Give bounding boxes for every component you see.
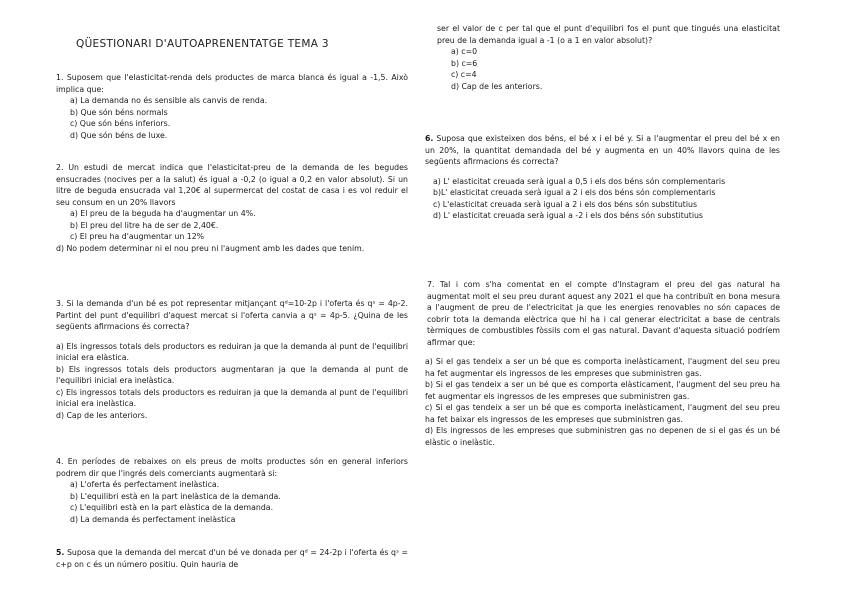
- question-4: [56, 456, 408, 525]
- question-1-option-b: b) Que són béns normals: [70, 107, 168, 117]
- question-2: [56, 162, 408, 254]
- question-7-option-c: c) Si el gas tendeix a ser un bé que es comporta inelàsticament, l'augment del seu preu ha fet baixar els ingressos de les empreses que subministren gas.: [425, 403, 780, 424]
- question-7-option-b: b) Si el gas tendeix a ser un bé que es comporta elàsticament, l'augment del seu preu ha fet augmentar els ingressos de les empreses que subministren gas.: [425, 380, 780, 401]
- question-1-option-a: a) La demanda no és sensible als canvis de renda.: [70, 96, 268, 105]
- question-5-option-c: c) c=4: [451, 70, 477, 79]
- question-2-option-a: a) El preu de la beguda ha d'augmentar un 4%.: [70, 209, 256, 218]
- question-6: [425, 133, 780, 222]
- question-3-stem: 3. Si la demanda d'un bé es pot representar mitjançant qᵈ=10-2p i l'oferta és qˢ = 4p-2. Partint del punt d'equilibri d'aquest mercat si l'oferta canvia a qˢ = 4p-5. ¿Quina de les següents afirmacions és correcta?: [56, 299, 408, 331]
- question-2-option-c: c) El preu ha d'augmentar un 12%: [70, 232, 205, 241]
- question-6-option-c: c) L'elasticitat creuada serà igual a 2 i els dos béns són substitutius: [433, 199, 698, 209]
- question-1-option-c: c) Que són béns inferiors.: [70, 119, 171, 128]
- question-3: [56, 298, 408, 421]
- question-7-stem: 7. Tal i com s'ha comentat en el compte d'Instagram el preu del gas natural ha augmentat molt el seu preu durant aquest any 2021 el que ha contribuït en bona mesura a l'augment de preu de l'electricitat ja que les energies renovables no són capaces de cobrir tota la demanda elèctrica que hi ha i cal generar electricitat a base de centrals tèrmiques de combustibles fòssils com el gas natural. Davant d'aquesta situació podríem afirmar que:: [427, 280, 780, 347]
- question-5-option-a: a) c=0: [451, 47, 478, 56]
- question-5-stem: ser el valor de c per tal que el punt d'equilibri fos el punt que tingués una elasticitat preu de la demanda igual a -1 (o a 1 en valor absolut)?: [437, 24, 780, 45]
- question-4-option-d: d) La demanda és perfectament inelàstica: [70, 514, 236, 524]
- question-1-option-d: d) Que són béns de luxe.: [70, 130, 168, 140]
- question-5-number: 5.: [56, 548, 65, 557]
- question-1-stem: 1. Suposem que l'elasticitat-renda dels productes de marca blanca és igual a -1,5. Això implica que:: [56, 73, 408, 94]
- question-6-stem: [425, 133, 780, 168]
- question-4-stem: 4. En períodes de rebaixes on els preus de molts productes són en general inferiors podrem dir que l'ingrés dels comerciants augmentarà si:: [56, 457, 408, 478]
- question-6-option-b: b)L' elasticitat creuada serà igual a 2 i els dos béns són complementaris: [433, 188, 716, 197]
- question-1: [56, 72, 408, 141]
- question-5-option-d: d) Cap de les anteriors.: [451, 81, 543, 91]
- question-3-option-b: b) Els ingressos totals dels productors augmentaran ja que la demanda al punt de l'equilibri inicial era inelàstica.: [56, 364, 408, 385]
- question-6-option-a: a) L' elasticitat creuada serà igual a 0,5 i els dos béns són complementaris: [433, 176, 726, 186]
- question-2-option-d: d) No podem determinar ni el nou preu ni l'augment amb les dades que tenim.: [56, 243, 365, 253]
- question-3-option-c: c) Els ingressos totals dels productors es reduiran ja que la demanda al punt de l'equilibri inicial era inelàstica.: [56, 387, 408, 408]
- question-7-option-d: d) Els ingressos de les empreses que subministren gas no depenen de si el gas és un bé elàstic o inelàstic.: [425, 426, 780, 447]
- question-4-option-a: a) L'oferta és perfectament inelàstica.: [70, 480, 220, 489]
- document-title: QÜESTIONARI D'AUTOAPRENENTATGE TEMA 3: [76, 38, 329, 50]
- question-4-option-c: c) L'equilibri està en la part elàstica de la demanda.: [70, 503, 274, 512]
- question-7-option-a: a) Si el gas tendeix a ser un bé que es comporta inelàsticament, l'augment del seu preu ha fet augmentar els ingressos de les empreses que subministren gas.: [425, 357, 780, 378]
- question-3-option-d: d) Cap de les anteriors.: [56, 410, 148, 420]
- question-5-option-b: b) c=6: [451, 58, 478, 68]
- question-5-stem-part1: 5. Suposa que la demanda del mercat d'un bé ve donada per qᵈ = 24-2p i l'oferta és qˢ = c+p on c és un número positiu. Quin hauria de: [56, 548, 408, 569]
- question-6-number: 6.: [425, 134, 434, 143]
- question-4-option-b: b) L'equilibri està en la part inelàstica de la demanda.: [70, 491, 281, 501]
- question-2-stem: 2. Un estudi de mercat indica que l'elasticitat-preu de la demanda de les begudes ensucrades (nocives per a la salut) és igual a -0,2 (o igual a 0,2 en valor absolut). Si un litre de beguda ensucrada val 1,20€ al supermercat del costat de casa i es vol reduir el seu consum en un 20% llavors: [56, 163, 408, 207]
- question-6-option-d: d) L' elasticitat creuada serà igual a -2 i els dos béns són substitutius: [433, 211, 703, 220]
- question-7: [425, 279, 780, 448]
- question-3-option-a: a) Els ingressos totals dels productors es reduiran ja que la demanda al punt de l'equilibri inicial era elàstica.: [56, 341, 408, 362]
- question-6-stem-text: Suposa que existeixen dos béns, el bé x i el bé y. Si a l'augmentar el preu del bé x en un 20%, la quantitat demandada del bé y augmenta en un 40% llavors quina de les següents afirmacions és correcta?: [425, 134, 780, 166]
- question-5-start: [56, 547, 408, 570]
- question-2-option-b: b) El preu del litre ha de ser de 2,40€.: [70, 220, 219, 230]
- question-5-continued: [425, 23, 780, 92]
